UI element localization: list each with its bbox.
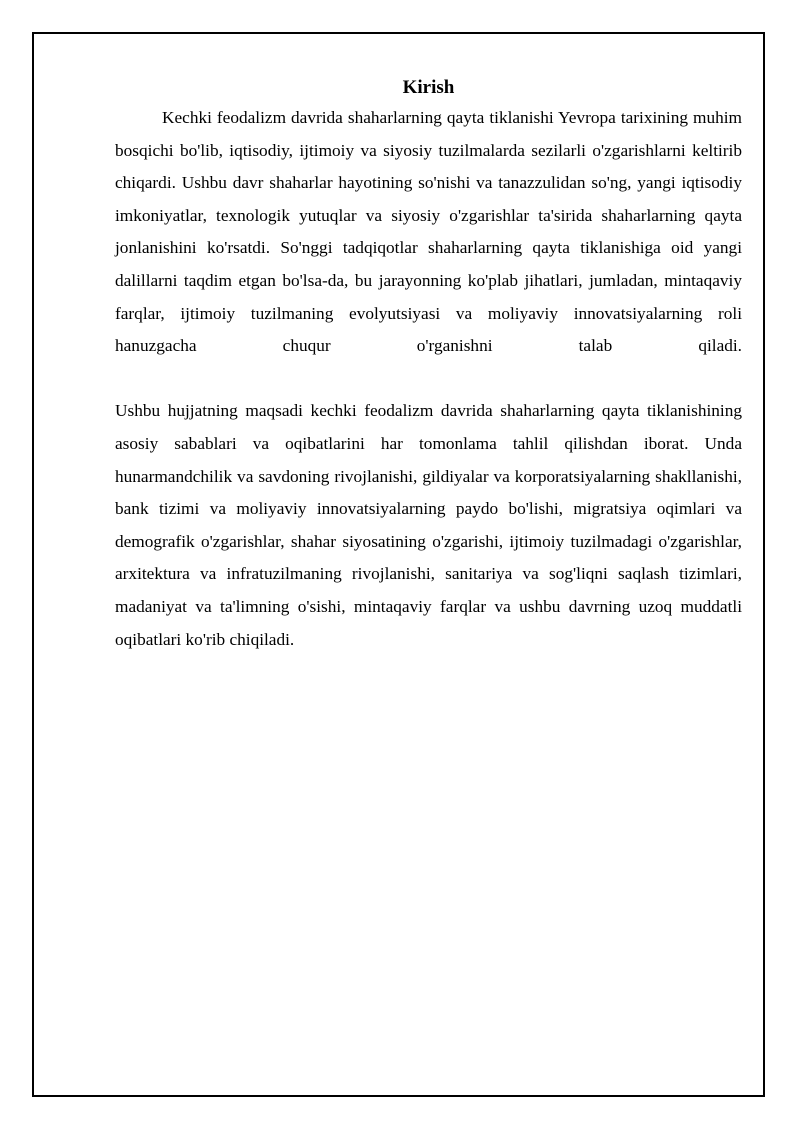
document-title: Kirish — [402, 77, 455, 98]
intro-paragraph: Kechki feodalizm davrida shaharlarning qayta tiklanishi Yevropa tarixining muhim bosqichi bo'lib, iqtisodiy, ijtimoiy va siyosiy tuzilmalarda sezilarli o'zgarishlarni keltirib chiqardi. Ushbu davr shaharlar hayotining so'nishi va tanazzulidan so'ng, yangi iqtisodiy imkoniyatlar, texnologik yutuqlar va siyosiy o'zgarishlar ta'sirida shaharlarning qayta jonlanishini ko'rsatdi. So'nggi tadqiqotlar shaharlarning qayta tiklanishiga oid yangi dalillarni taqdim etgan bo'lsa-da, bu jarayonning ko'plab jihatlari, jumladan, mintaqaviy farqlar, ijtimoiy tuzilmaning evolyutsiyasi va moliyaviy innovatsiyalarning roli hanuzgacha chuqur o'rganishni talab qiladi. — [115, 108, 742, 356]
document-body — [115, 74, 742, 656]
purpose-paragraph: Ushbu hujjatning maqsadi kechki feodalizm davrida shaharlarning qayta tiklanishining asosiy sabablari va oqibatlarini har tomonlama tahlil qilishdan iborat. Unda hunarmandchilik va savdoning rivojlanishi, gildiyalar va korporatsiyalarning shakllanishi, bank tizimi va moliyaviy innovatsiyalarning paydo bo'lishi, migratsiya oqimlari va demografik o'zgarishlar, shahar siyosatining o'zgarishi, ijtimoiy tuzilmadagi o'zgarishlar, arxitektura va infratuzilmaning rivojlanishi, sanitariya va sog'liqni saqlash tizimlari, madaniyat va ta'limning o'sishi, mintaqaviy farqlar va ushbu davrning uzoq muddatli oqibatlari ko'rib chiqiladi. — [115, 401, 742, 649]
